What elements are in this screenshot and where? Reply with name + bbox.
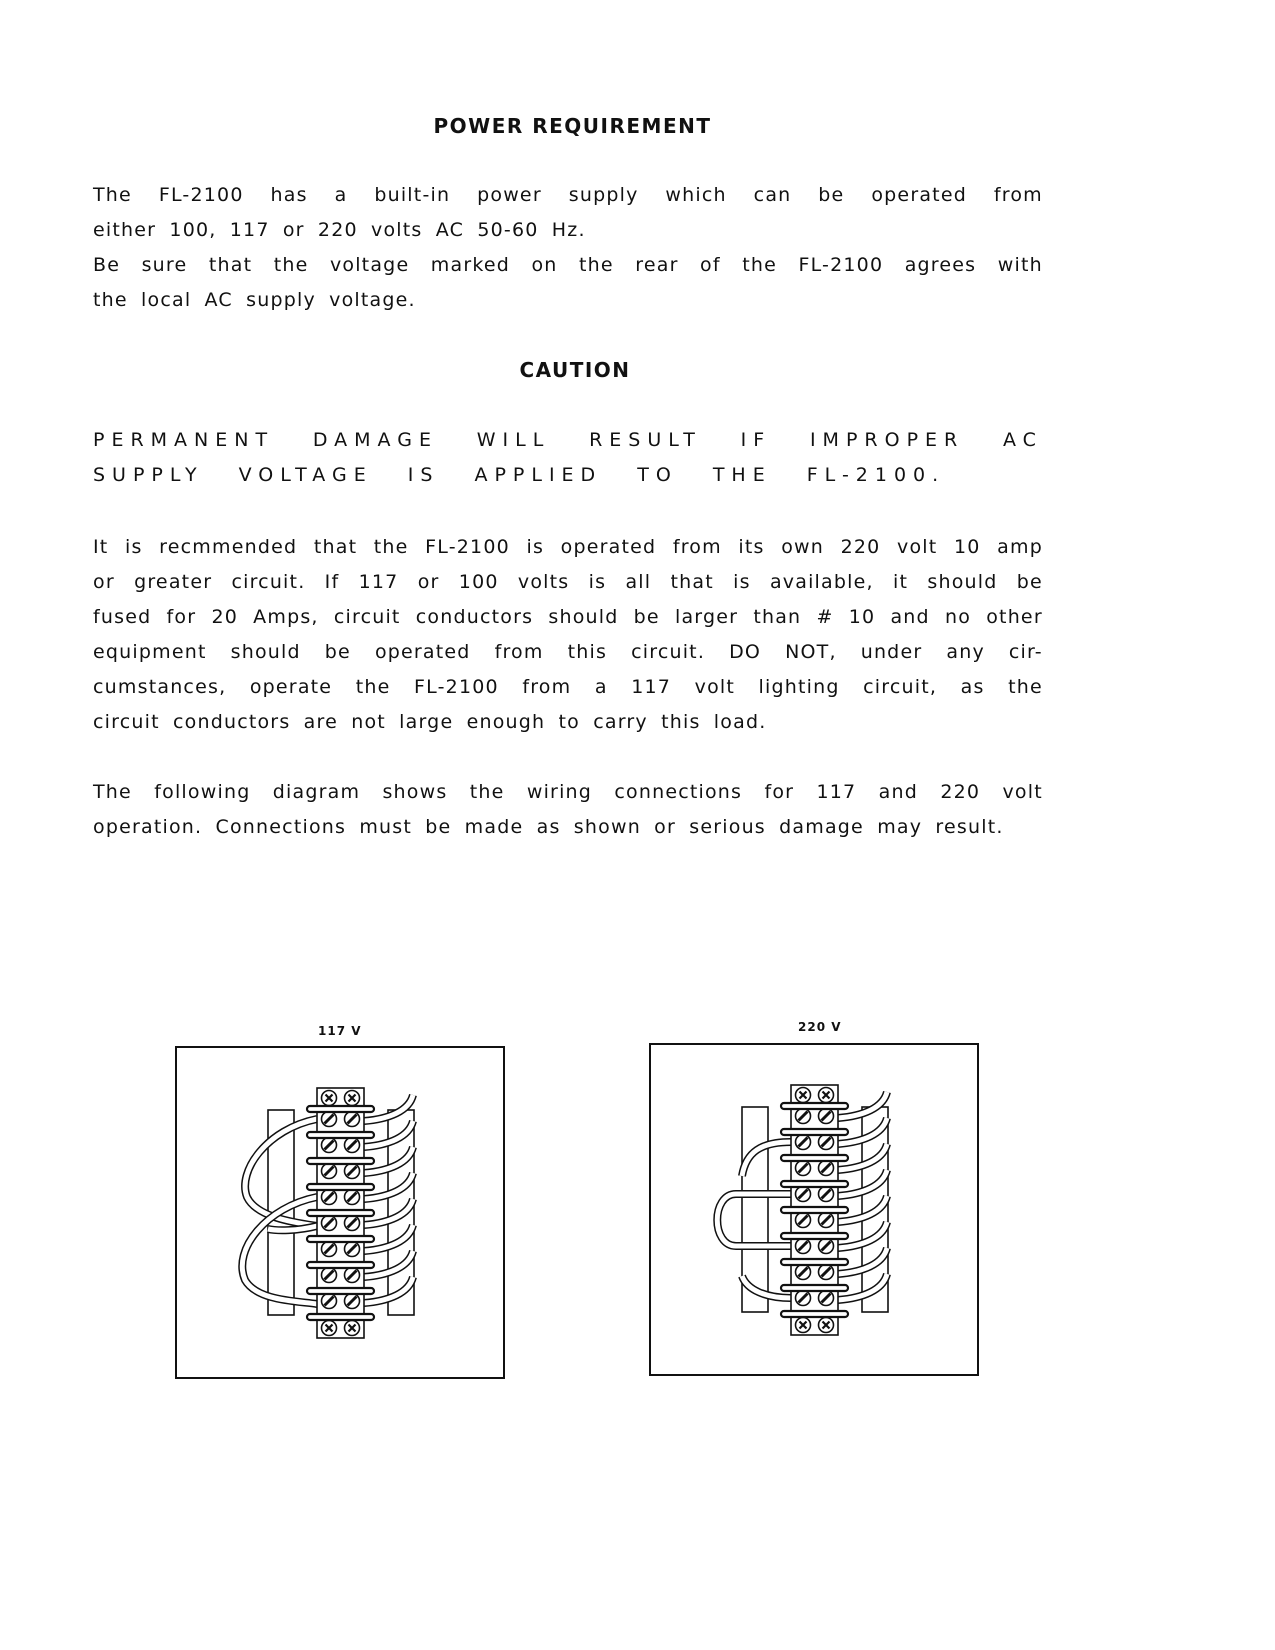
slotted-screw: [345, 1268, 360, 1283]
separator-barrier: [781, 1233, 848, 1239]
slotted-screw: [322, 1242, 337, 1257]
separator-barrier: [307, 1236, 374, 1242]
diagram-label-220v: 220 V: [798, 1020, 842, 1034]
separator-barrier: [781, 1311, 848, 1317]
slotted-screw: [345, 1294, 360, 1309]
slotted-screw: [322, 1294, 337, 1309]
diagram-label-117v: 117 V: [318, 1024, 362, 1038]
cross-screw: [819, 1318, 834, 1333]
text-line: either 100, 117 or 220 volts AC 50-60 Hz.: [93, 219, 586, 241]
separator-barrier: [307, 1184, 374, 1190]
cross-screw: [345, 1321, 360, 1336]
text-line: or greater circuit. If 117 or 100 volts is all that is available, it should be: [93, 571, 1043, 593]
slotted-screw: [796, 1109, 811, 1124]
slotted-screw: [819, 1161, 834, 1176]
cross-screw: [345, 1091, 360, 1106]
text-line: SUPPLY VOLTAGE IS APPLIED TO THE FL-2100.: [93, 464, 946, 486]
page-title: POWER REQUIREMENT: [433, 114, 712, 138]
separator-barrier: [781, 1129, 848, 1135]
slotted-screw: [322, 1268, 337, 1283]
separator-barrier: [781, 1259, 848, 1265]
text-line: The FL-2100 has a built-in power supply which can be operated from: [93, 184, 1043, 206]
intro-paragraph: [93, 178, 1043, 318]
text-line: Be sure that the voltage marked on the rear of the FL-2100 agrees with: [93, 254, 1043, 276]
text-line: equipment should be operated from this circuit. DO NOT, under any cir-: [93, 641, 1043, 663]
text-line: fused for 20 Amps, circuit conductors should be larger than # 10 and no other: [93, 606, 1043, 628]
text-line: cumstances, operate the FL-2100 from a 117 volt lighting circuit, as the: [93, 676, 1043, 698]
caution-heading: CAUTION: [519, 358, 631, 382]
separator-barrier: [781, 1181, 848, 1187]
separator-barrier: [781, 1155, 848, 1161]
recommendation-paragraph: [93, 530, 1043, 740]
separator-barrier: [307, 1288, 374, 1294]
slotted-screw: [322, 1112, 337, 1127]
terminal-strip-drawing: [651, 1045, 977, 1374]
slotted-screw: [819, 1187, 834, 1202]
text-line: operation. Connections must be made as shown or serious damage may result.: [93, 816, 1004, 838]
separator-barrier: [307, 1262, 374, 1268]
wiring-diagram-117v: [175, 1046, 505, 1379]
slotted-screw: [819, 1213, 834, 1228]
terminal-strip-drawing: [177, 1048, 503, 1377]
slotted-screw: [796, 1187, 811, 1202]
slotted-screw: [322, 1138, 337, 1153]
text-line: It is recmmended that the FL-2100 is operated from its own 220 volt 10 amp: [93, 536, 1043, 558]
separator-barrier: [307, 1158, 374, 1164]
slotted-screw: [345, 1138, 360, 1153]
caution-text: [93, 423, 1043, 493]
slotted-screw: [796, 1135, 811, 1150]
text-line: circuit conductors are not large enough to carry this load.: [93, 711, 767, 733]
slotted-screw: [796, 1161, 811, 1176]
slotted-screw: [796, 1239, 811, 1254]
slotted-screw: [819, 1291, 834, 1306]
slotted-screw: [796, 1291, 811, 1306]
cross-screw: [796, 1318, 811, 1333]
separator-barrier: [781, 1207, 848, 1213]
cross-screw: [322, 1321, 337, 1336]
separator-barrier: [307, 1210, 374, 1216]
cross-screw: [796, 1088, 811, 1103]
separator-barrier: [781, 1103, 848, 1109]
separator-barrier: [781, 1285, 848, 1291]
slotted-screw: [819, 1135, 834, 1150]
slotted-screw: [345, 1190, 360, 1205]
slotted-screw: [819, 1109, 834, 1124]
text-line: the local AC supply voltage.: [93, 289, 416, 311]
slotted-screw: [322, 1216, 337, 1231]
text-line: The following diagram shows the wiring connections for 117 and 220 volt: [93, 781, 1043, 803]
wire: [268, 1226, 317, 1230]
slotted-screw: [345, 1242, 360, 1257]
slotted-screw: [345, 1216, 360, 1231]
separator-barrier: [307, 1314, 374, 1320]
cross-screw: [819, 1088, 834, 1103]
slotted-screw: [345, 1164, 360, 1179]
slotted-screw: [322, 1164, 337, 1179]
wiring-diagram-220v: [649, 1043, 979, 1376]
slotted-screw: [345, 1112, 360, 1127]
slotted-screw: [819, 1265, 834, 1280]
cross-screw: [322, 1091, 337, 1106]
slotted-screw: [796, 1213, 811, 1228]
separator-barrier: [307, 1132, 374, 1138]
slotted-screw: [819, 1239, 834, 1254]
slotted-screw: [796, 1265, 811, 1280]
diagram-intro-paragraph: [93, 775, 1043, 845]
slotted-screw: [322, 1190, 337, 1205]
separator-barrier: [307, 1106, 374, 1112]
text-line: PERMANENT DAMAGE WILL RESULT IF IMPROPER AC: [93, 429, 1043, 451]
